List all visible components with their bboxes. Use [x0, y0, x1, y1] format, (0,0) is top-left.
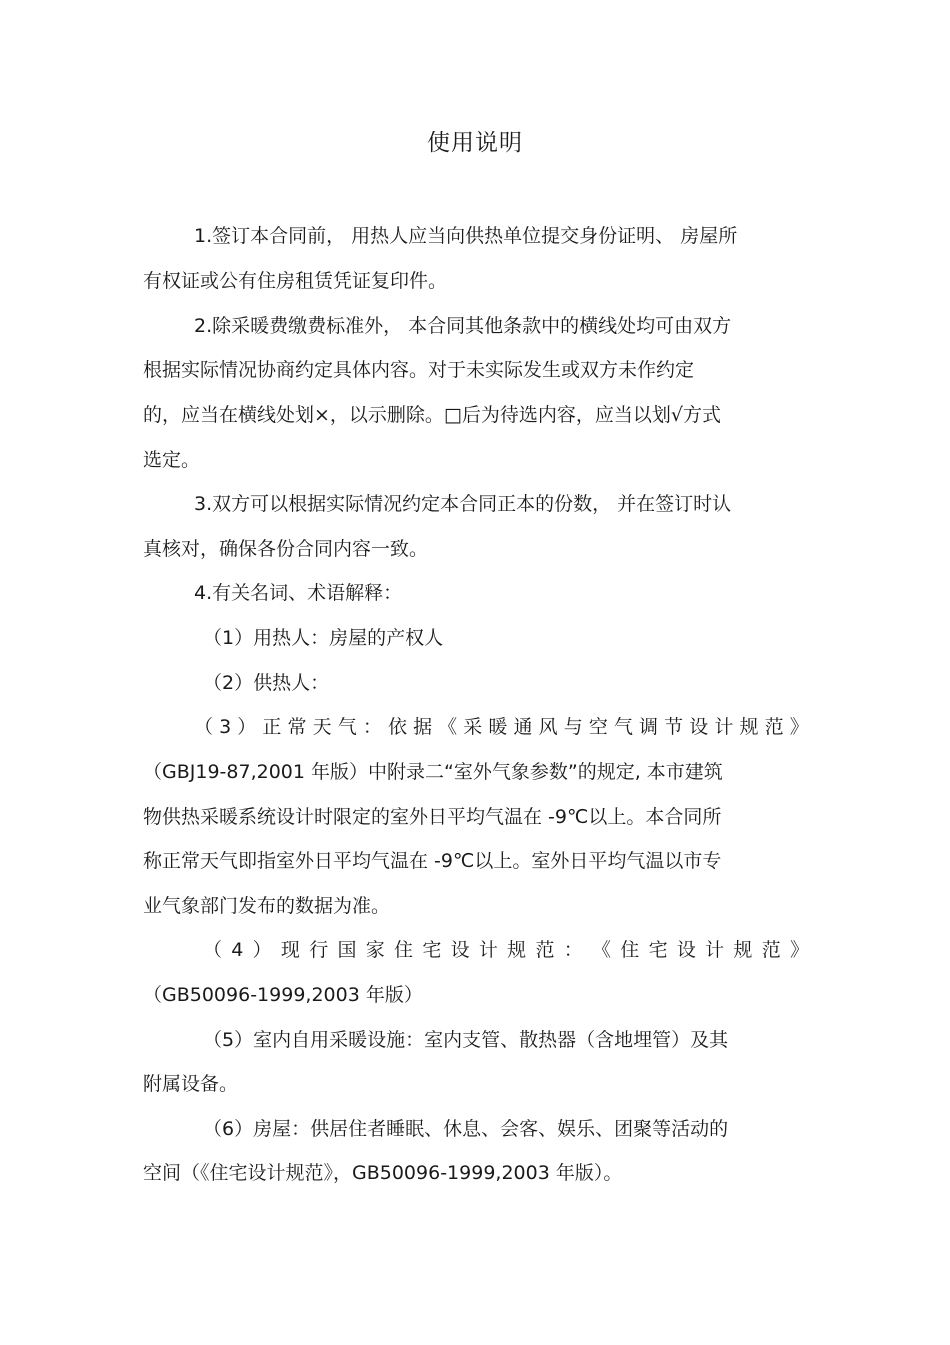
term-4-line-2: （GB50096-1999,2003 年版） [143, 984, 423, 1006]
term-5-line-2: 附属设备。 [143, 1073, 239, 1095]
term-1: （1）用热人：房屋的产权人 [203, 627, 444, 649]
paragraph-3-line-1: 3.双方可以根据实际情况约定本合同正本的份数， 并在签订时认 [194, 493, 732, 515]
term-5-line-1: （5）室内自用采暖设施：室内支管、散热器（含地埋管）及其 [203, 1029, 729, 1051]
paragraph-3-line-2: 真核对，确保各份合同内容一致。 [143, 538, 429, 560]
document-title: 使用说明 [427, 130, 523, 156]
term-3-line-2: （GBJ19-87,2001 年版）中附录二“室外气象参数”的规定, 本市建筑 [143, 761, 723, 783]
term-3-line-1: （ 3 ） 正 常 天 气 ： 依 据 《 采 暖 通 风 与 空 气 调 节 设 计 规 范 》 [194, 716, 809, 738]
paragraph-2-line-2: 根据实际情况协商约定具体内容。对于未实际发生或双方未作约定 [143, 359, 695, 381]
term-6-line-2: 空间（《住宅设计规范》，GB50096-1999,2003 年版）。 [143, 1162, 623, 1184]
term-2: （2）供热人： [203, 672, 330, 694]
term-3-line-4: 称正常天气即指室外日平均气温在 -9℃以上。室外日平均气温以市专 [143, 850, 722, 872]
term-6-line-1: （6）房屋：供居住者睡眠、休息、会客、娱乐、团聚等活动的 [203, 1118, 729, 1140]
paragraph-1-line-2: 有权证或公有住房租赁凭证复印件。 [143, 270, 448, 292]
paragraph-2-line-1: 2.除采暖费缴费标准外， 本合同其他条款中的横线处均可由双方 [194, 315, 732, 337]
paragraph-2-line-4: 选定。 [143, 449, 201, 471]
paragraph-1-line-1: 1.签订本合同前， 用热人应当向供热单位提交身份证明、 房屋所 [194, 225, 738, 247]
term-4-line-1: （ 4 ） 现 行 国 家 住 宅 设 计 规 范 ： 《 住 宅 设 计 规 范 》 [203, 939, 809, 961]
term-3-line-5: 业气象部门发布的数据为准。 [143, 895, 391, 917]
term-3-line-3: 物供热采暖系统设计时限定的室外日平均气温在 -9℃以上。本合同所 [143, 806, 722, 828]
paragraph-4-heading: 4.有关名词、术语解释： [194, 582, 403, 604]
paragraph-2-line-3: 的，应当在横线处划×，以示删除。□后为待选内容，应当以划√方式 [143, 404, 721, 426]
